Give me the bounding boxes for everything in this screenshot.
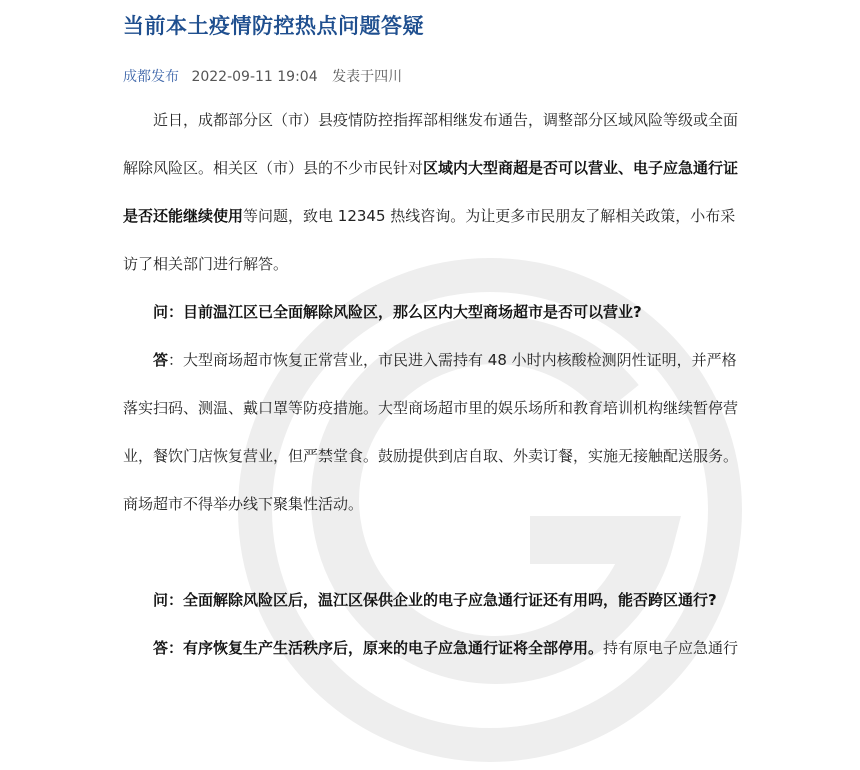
intro-text-2: 等问题，致电 12345 热线咨询。为让更多市民朋友了解相关政策，小布采访了相关部门进行解答。 (123, 207, 736, 273)
answer-2-text: 持有原电子应急通行 (603, 639, 739, 657)
intro-text-1: 近日，成都部分区（市）县疫情防控指挥部相继发布通告，调整部分区域风险等级或全面解除风险区。相关区（市）县的不少市民针对 (123, 111, 739, 177)
answer-2-label: 答 (153, 639, 169, 657)
article-meta (123, 66, 402, 86)
answer-1 (123, 336, 743, 528)
paragraph-gap (123, 528, 743, 576)
answer-2 (123, 624, 743, 672)
article-body (123, 96, 743, 672)
publish-location: 发表于四川 (332, 69, 403, 85)
article-title: 当前本土疫情防控热点问题答疑 (123, 14, 424, 38)
intro-paragraph (123, 96, 743, 288)
publish-datetime: 2022-09-11 19:04 (191, 69, 318, 85)
intro-bold-text: 区域内大型商超是否可以营业、电子应急通行证是否还能继续使用 (123, 159, 739, 225)
answer-1-label: 答 (153, 351, 169, 369)
question-2: 问：全面解除风险区后，温江区保供企业的电子应急通行证还有用吗，能否跨区通行? (153, 591, 717, 609)
question-1: 问：目前温江区已全面解除风险区，那么区内大型商场超市是否可以营业? (153, 303, 642, 321)
answer-1-text: ：大型商场超市恢复正常营业，市民进入需持有 48 小时内核酸检测阴性证明，并严格落实扫码、测温、戴口罩等防疫措施。大型商场超市里的娱乐场所和教育培训机构继续暂停营业，餐饮门店恢复营业，但严禁堂食。鼓励提供到店自取、外卖订餐，实施无接触配送服务。商场超市不得举办线下聚集性活动。 (123, 351, 739, 513)
answer-2-bold-text: ：有序恢复生产生活秩序后，原来的电子应急通行证将全部停用。 (168, 639, 604, 657)
source-link[interactable]: 成都发布 (123, 69, 179, 85)
